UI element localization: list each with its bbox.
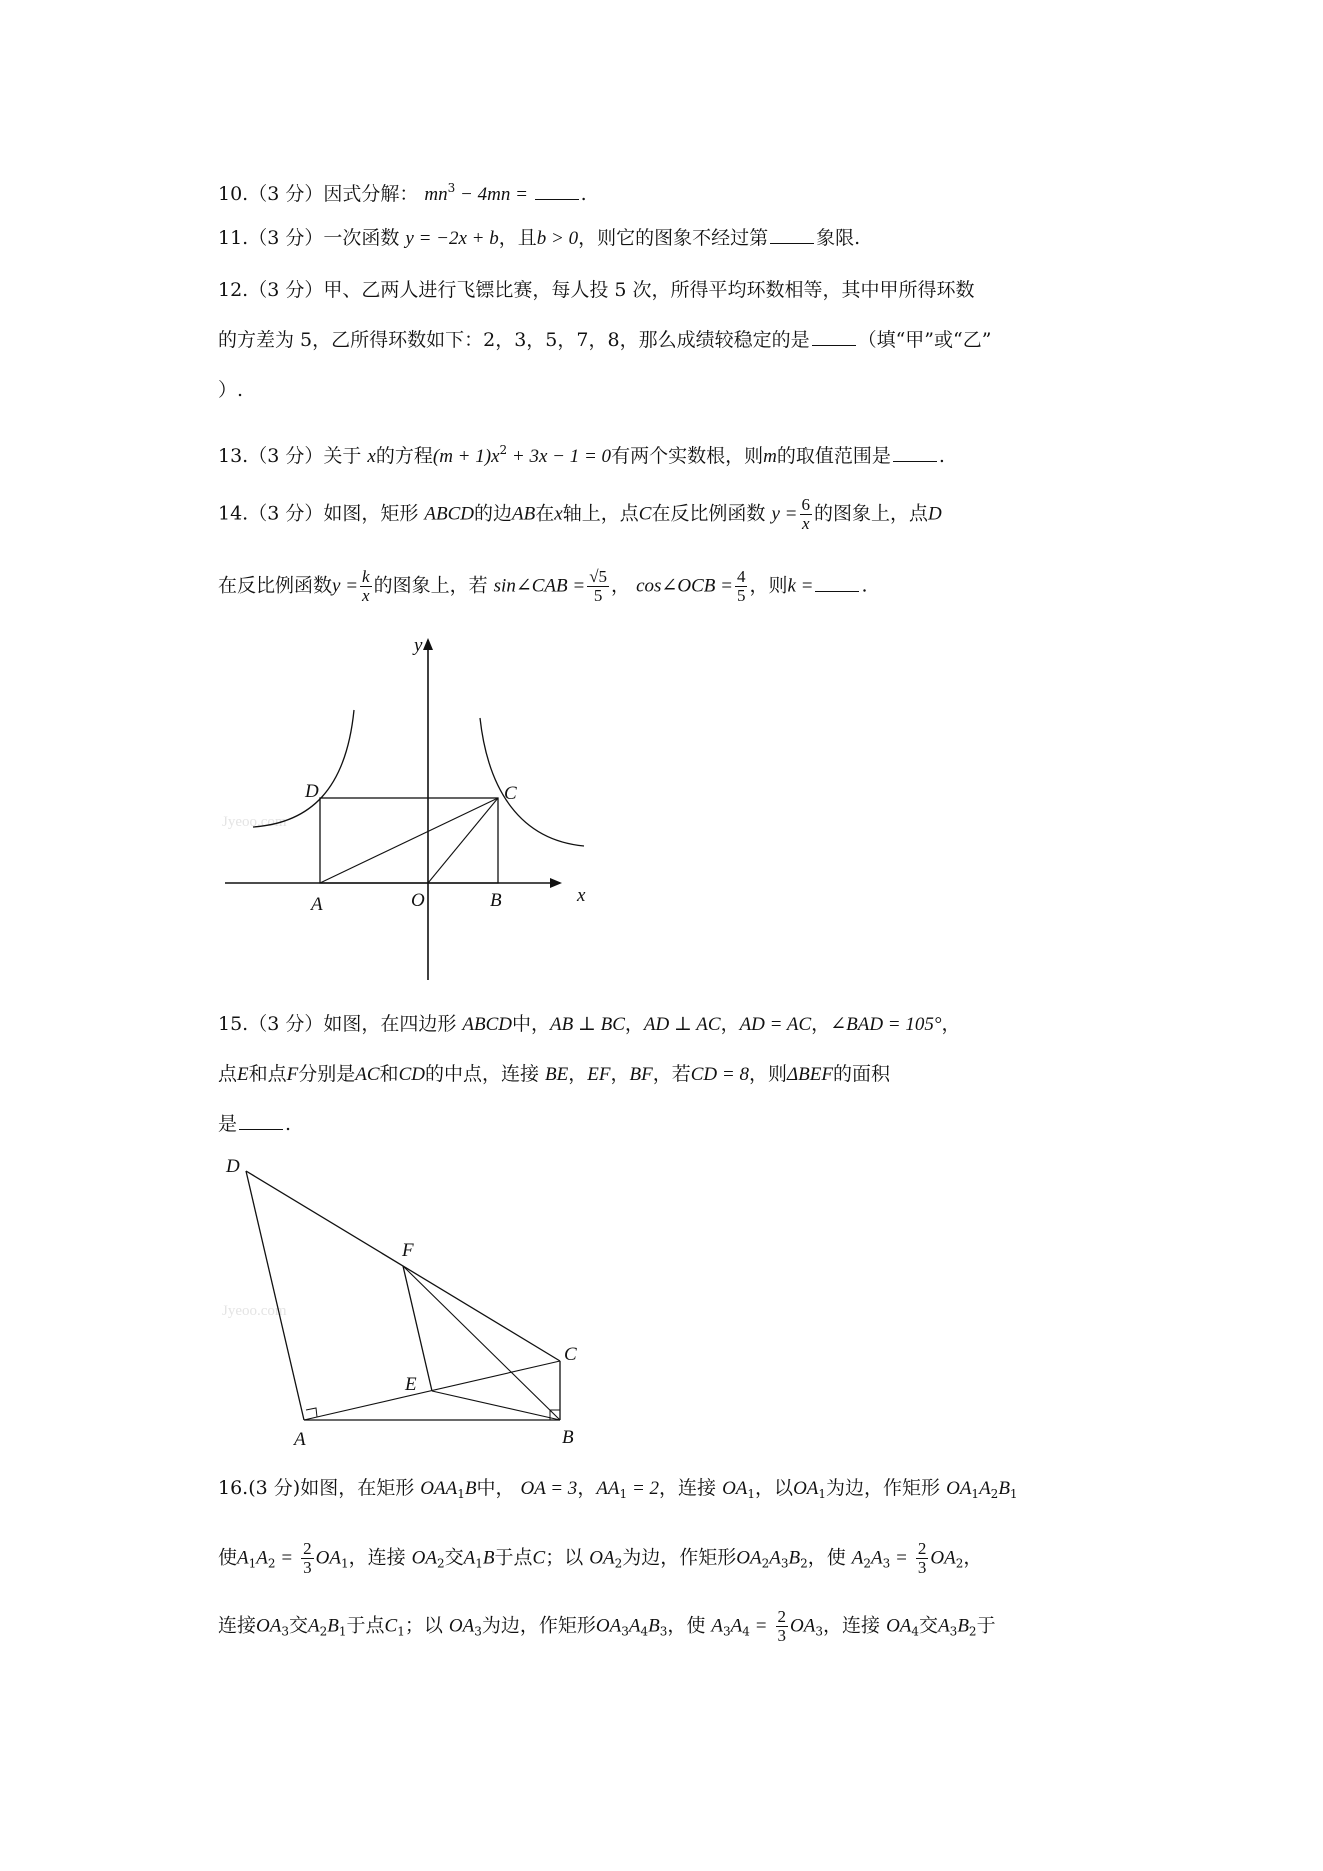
right-angle-a [306, 1408, 317, 1417]
label-e: E [405, 1374, 417, 1395]
q14-number: 14. [218, 502, 249, 525]
fraction-4-over-5: $\frac{4}{5}$ [736, 567, 746, 605]
q11-score: （3 分） [248, 227, 324, 249]
fraction-2-over-3: $\frac{2}{3}$ [777, 1607, 787, 1645]
q14-line2: 在反比例函数y = $\frac{k}{x}$ 的图象上，若 sin∠CAB = $\frac{√5}{5}$ ， cos∠OCB = $\frac{4}{5}$ ，则k = . [218, 567, 868, 605]
q15-line1: 15.（3 分）如图，在四边形 ABCD中，AB ⊥ BC，AD ⊥ AC，AD = AC，∠BAD = 105°， [218, 1013, 961, 1035]
segment-fe [403, 1266, 432, 1391]
label-c: C [564, 1344, 577, 1365]
segment-eb [432, 1391, 560, 1420]
segment-fb [403, 1266, 560, 1420]
q15-line2: 点E和点F分别是AC和CD的中点，连接 BE，EF，BF，若CD = 8，则ΔBEF的面积 [218, 1063, 890, 1085]
label-c: C [504, 783, 517, 804]
fraction-k-over-x: $\frac{k}{x}$ [362, 567, 370, 605]
q12-line3: ）. [218, 379, 244, 401]
q16-line1: 16.(3 分)如图，在矩形 $OAA_1B$中， OA = 3，$AA_1 = 2$，连接 $OA_1$，以$OA_1$为边，作矩形 $OA_1A_2B_1$ [218, 1477, 1018, 1501]
q12-line1: 12.（3 分）甲、乙两人进行飞镖比赛，每人投 5 次，所得平均环数相等，其中甲所得环数 [218, 279, 975, 301]
fraction-6-over-x: $\frac{6}{x}$ [801, 495, 810, 533]
q16-score: (3 分) [248, 1477, 301, 1499]
label-o: O [411, 890, 425, 911]
watermark: Jyeoo.com [222, 1303, 287, 1319]
label-a: A [311, 894, 323, 915]
label-f: F [402, 1240, 414, 1261]
q12-number: 12. [218, 279, 249, 301]
q10-score: （3 分） [248, 183, 324, 205]
q15-score: （3 分） [248, 1013, 324, 1035]
q16-line2: 使$A_1A_2$ = $\frac{2}{3}$ $OA_1$，连接 $OA_2$交$A_1B$于点C；以 $OA_2$为边，作矩形$OA_2A_3B_2$，使 $A_2A_3$ = $\frac{2}{3}$ $OA_2$， [218, 1539, 983, 1577]
q10: 10.（3 分）因式分解： $mn^3 - 4mn$ = . [218, 181, 587, 205]
fraction-2-over-3: $\frac{2}{3}$ [917, 1539, 927, 1577]
q14-score: （3 分） [248, 502, 324, 525]
label-a: A [294, 1429, 306, 1450]
label-b: B [562, 1427, 574, 1448]
q15-line3: 是 . [218, 1113, 292, 1135]
q11: 11.（3 分）一次函数 y = −2x + b，且b > 0，则它的图象不经过第 象限. [218, 227, 861, 249]
q13-number: 13. [218, 445, 249, 467]
watermark: Jyeoo.com [222, 814, 287, 830]
fraction-2-over-3: $\frac{2}{3}$ [303, 1539, 312, 1577]
q10-number: 10. [218, 183, 249, 205]
q13: 13.（3 分）关于 x的方程$(m + 1)x^2 + 3x - 1 = 0$有两个实数根，则m的取值范围是 . [218, 443, 945, 467]
q16-number: 16. [218, 1477, 249, 1499]
q13-score: （3 分） [248, 445, 324, 467]
y-axis-label: y [414, 635, 423, 656]
label-d: D [305, 781, 319, 802]
fraction-root5-over-5: $\frac{√5}{5}$ [589, 567, 608, 605]
q12-score: （3 分） [248, 279, 324, 301]
q15-number: 15. [218, 1013, 249, 1035]
segment-da [246, 1171, 304, 1420]
q16-line3: 连接$OA_3$交$A_2B_1$于点$C_1$；以 $OA_3$为边，作矩形$OA_3A_4B_3$，使 $A_3A_4$ = $\frac{2}{3}$ $OA_3$，连接 $OA_4$交$A_3B_2$于 [218, 1607, 996, 1645]
label-d: D [226, 1156, 240, 1177]
label-b: B [490, 890, 502, 911]
x-axis-label: x [577, 885, 586, 906]
q14-line1: 14.（3 分）如图，矩形 ABCD的边AB在x轴上，点C在反比例函数 y = $\frac{6}{x}$ 的图象上，点D [218, 495, 942, 533]
q11-number: 11. [218, 227, 249, 249]
q12-line2: 的方差为 5，乙所得环数如下：2，3，5，7，8，那么成绩较稳定的是 （填“甲”或“乙” [218, 329, 992, 351]
